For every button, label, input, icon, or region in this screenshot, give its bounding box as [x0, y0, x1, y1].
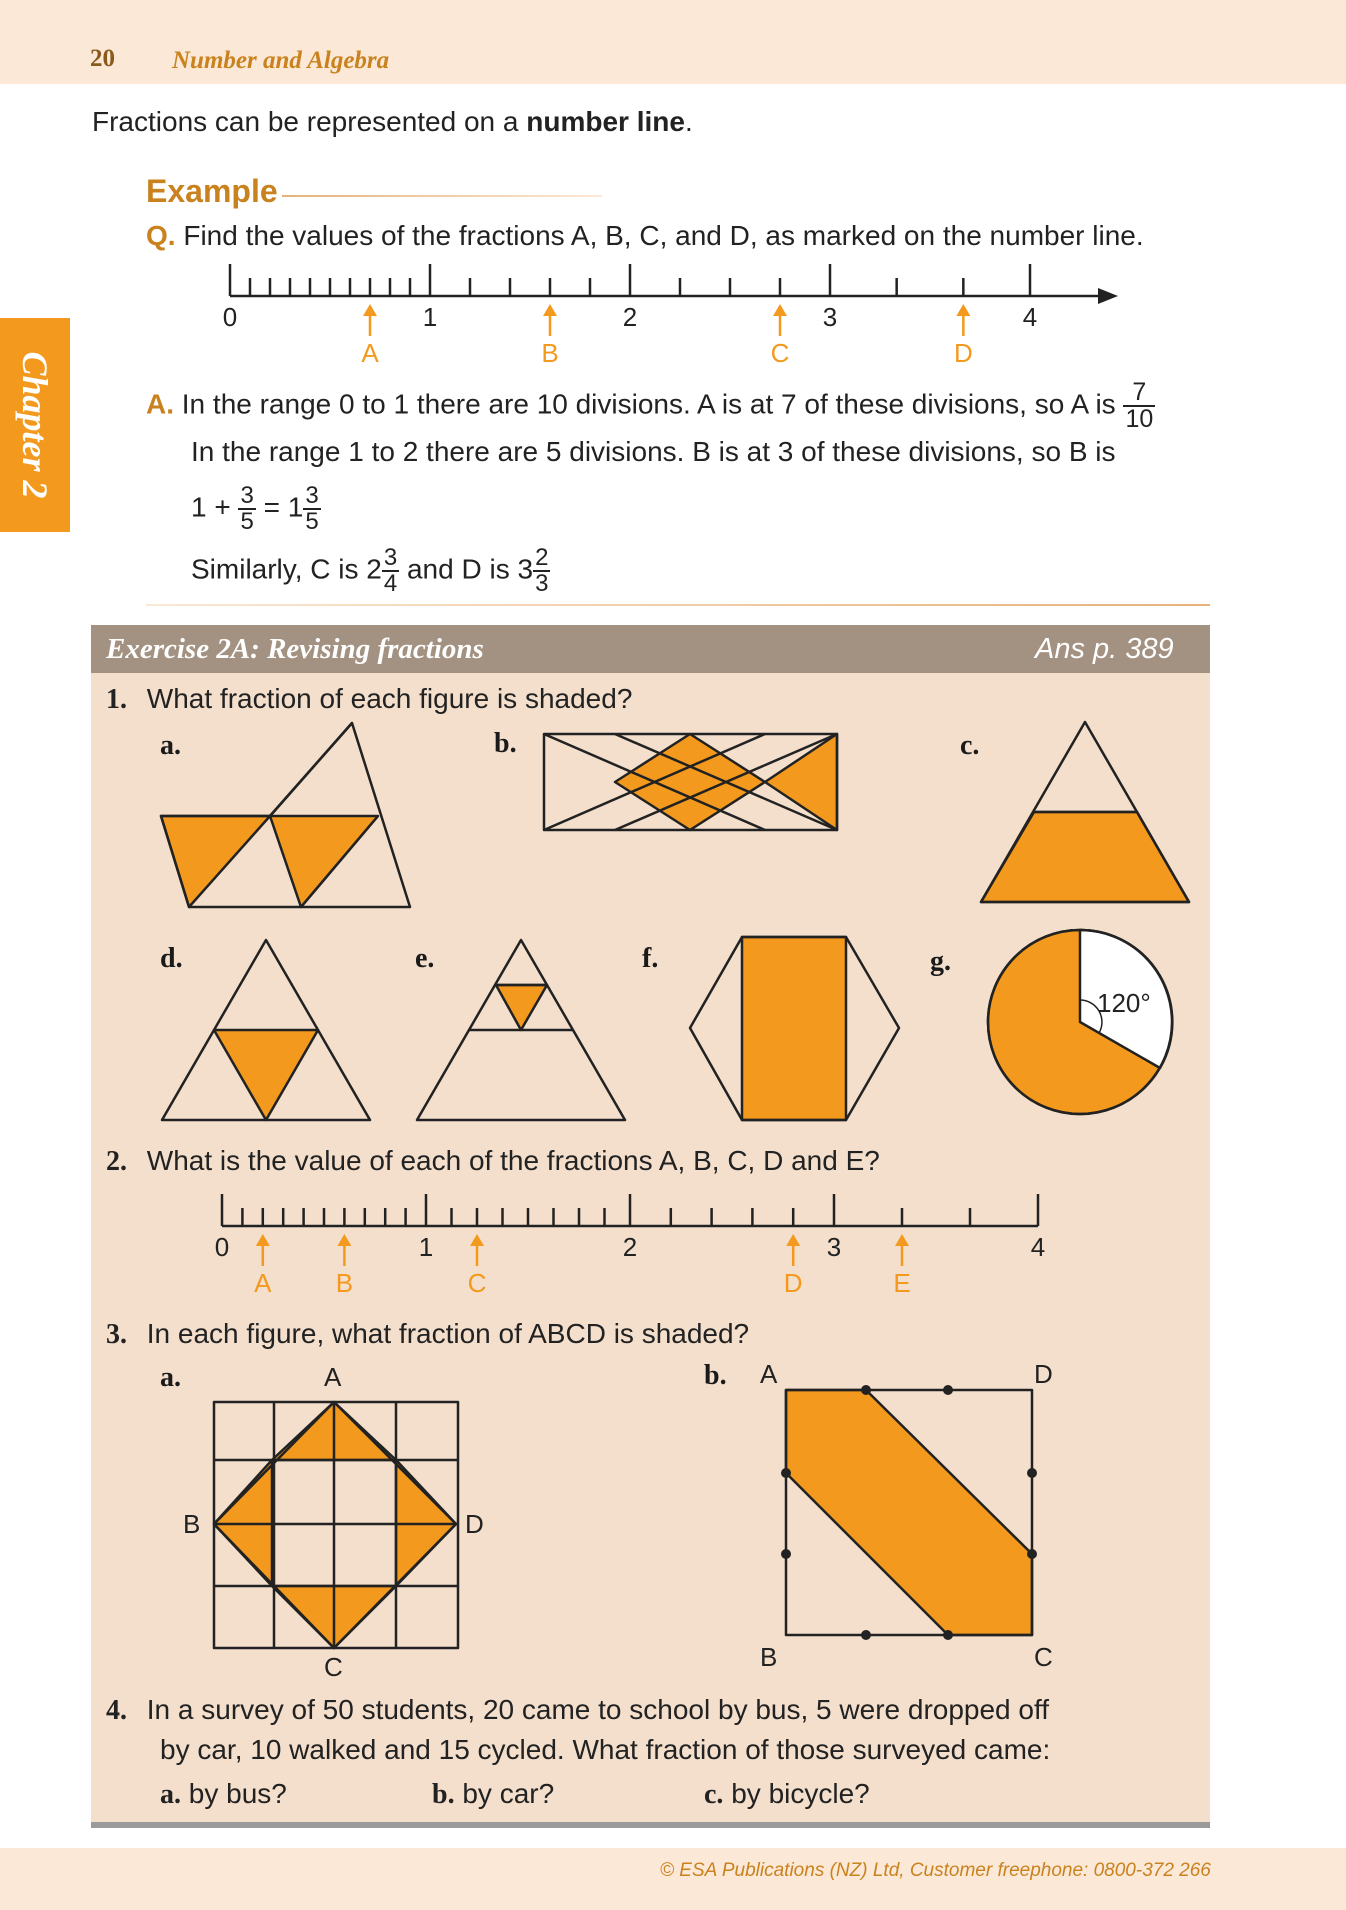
fraction-seven-tenths: $\frac{7}{10}$	[1125, 378, 1154, 433]
marker-B	[336, 1234, 353, 1298]
3b-vertex-a: A	[760, 1359, 778, 1389]
q1-label-f: f.	[642, 943, 659, 974]
q2-number-line-ticks	[215, 1194, 1045, 1262]
figure-f	[690, 937, 899, 1120]
q4-part-b: b. by car?	[432, 1778, 555, 1810]
3a-vertex-b: B	[183, 1509, 201, 1539]
tick-label-0: 0	[214, 1232, 230, 1262]
page-number: 20	[90, 45, 115, 72]
figure-e	[417, 940, 625, 1120]
intro-text: Fractions can be represented on a number line.	[92, 106, 693, 137]
question-3: 3. In each figure, what fraction of ABCD is shaded?	[106, 1318, 750, 1350]
svg-text:B: B	[541, 338, 559, 368]
tick-label-1: 1	[422, 302, 438, 332]
figure-3b	[786, 1390, 1032, 1635]
q1-label-g: g.	[930, 946, 951, 977]
q1-label-e: e.	[415, 943, 435, 974]
svg-text:A: A	[361, 338, 379, 368]
q1-label-a: a.	[160, 730, 181, 761]
tick-label-0: 0	[222, 302, 238, 332]
3a-vertex-c: C	[324, 1652, 343, 1682]
answer-line-1: A. In the range 0 to 1 there are 10 divisions. A is at 7 of these divisions, so A is $\frac{7}{10}$	[146, 378, 1154, 433]
svg-text:A: A	[254, 1268, 272, 1298]
q2-number-line-markers	[254, 1234, 911, 1298]
3a-vertex-a: A	[324, 1362, 342, 1392]
figure-b	[544, 734, 837, 830]
q4-part-c: c. by bicycle?	[704, 1778, 870, 1810]
q3-label-a: a.	[160, 1362, 181, 1393]
q2-number-line	[200, 1188, 1060, 1303]
marker-A	[254, 1234, 272, 1298]
q1-label-c: c.	[960, 730, 980, 761]
tick-label-2: 2	[622, 302, 638, 332]
chapter-tab-label: Chapter 2	[15, 351, 55, 499]
answer-line-2: In the range 1 to 2 there are 5 divisions. B is at 3 of these divisions, so B is	[191, 436, 1116, 467]
figure-3a	[214, 1402, 458, 1648]
q3-label-b: b.	[704, 1360, 727, 1391]
section-title: Number and Algebra	[172, 47, 390, 74]
q4-part-a: a. by bus?	[160, 1778, 287, 1810]
3a-vertex-d: D	[465, 1509, 484, 1539]
figure-d	[162, 940, 370, 1120]
tick-label-2: 2	[622, 1232, 638, 1262]
marker-D	[784, 1234, 803, 1298]
exercise-title: Exercise 2A: Revising fractions	[106, 633, 484, 665]
q1-label-d: d.	[160, 943, 183, 974]
tick-label-1: 1	[418, 1232, 434, 1262]
figure-g	[988, 930, 1172, 1114]
3b-vertex-d: D	[1034, 1359, 1053, 1389]
marker-C	[468, 1234, 487, 1298]
exercise-panel-bottom-rule	[91, 1822, 1210, 1828]
answers-reference: Ans p. 389	[1035, 633, 1174, 665]
svg-text:B: B	[335, 1268, 354, 1298]
example-question: Q. Find the values of the fractions A, B, C, and D, as marked on the number line.	[146, 220, 1144, 251]
q3-figures	[0, 1340, 1346, 1700]
question-4-line-2: by car, 10 walked and 15 cycled. What fraction of those surveyed came:	[160, 1734, 1051, 1765]
svg-text:D: D	[783, 1268, 803, 1298]
figure-c	[981, 722, 1189, 902]
answer-line-4: Similarly, C is 2 $\frac{3}{4}$ and D is 3 $\frac{2}{3}$	[191, 544, 549, 597]
example-heading: Example	[146, 173, 278, 209]
svg-text:D: D	[953, 338, 973, 368]
figure-a	[161, 723, 410, 907]
q1-label-b: b.	[494, 728, 517, 759]
svg-text:C: C	[770, 338, 790, 368]
3b-vertex-c: C	[1034, 1642, 1053, 1672]
svg-text:C: C	[467, 1268, 487, 1298]
footer-copyright: © ESA Publications (NZ) Ltd, Customer freephone: 0800-372 266	[660, 1860, 1211, 1881]
svg-text:E: E	[893, 1268, 911, 1298]
angle-120-label: 120°	[1097, 988, 1151, 1018]
question-2: 2. What is the value of each of the fractions A, B, C, D and E?	[106, 1145, 880, 1177]
tick-label-3: 3	[822, 302, 838, 332]
tick-label-4: 4	[1030, 1232, 1046, 1262]
tick-label-4: 4	[1022, 302, 1038, 332]
marker-E	[893, 1234, 910, 1298]
answer-line-3: 1 + $\frac{3}{5}$ = 1 $\frac{3}{5}$	[191, 482, 319, 535]
question-1: 1. What fraction of each figure is shaded?	[106, 683, 633, 715]
3b-vertex-b: B	[760, 1642, 778, 1672]
question-4-line-1: 4. In a survey of 50 students, 20 came to school by bus, 5 were dropped off	[106, 1694, 1050, 1726]
tick-label-3: 3	[826, 1232, 842, 1262]
